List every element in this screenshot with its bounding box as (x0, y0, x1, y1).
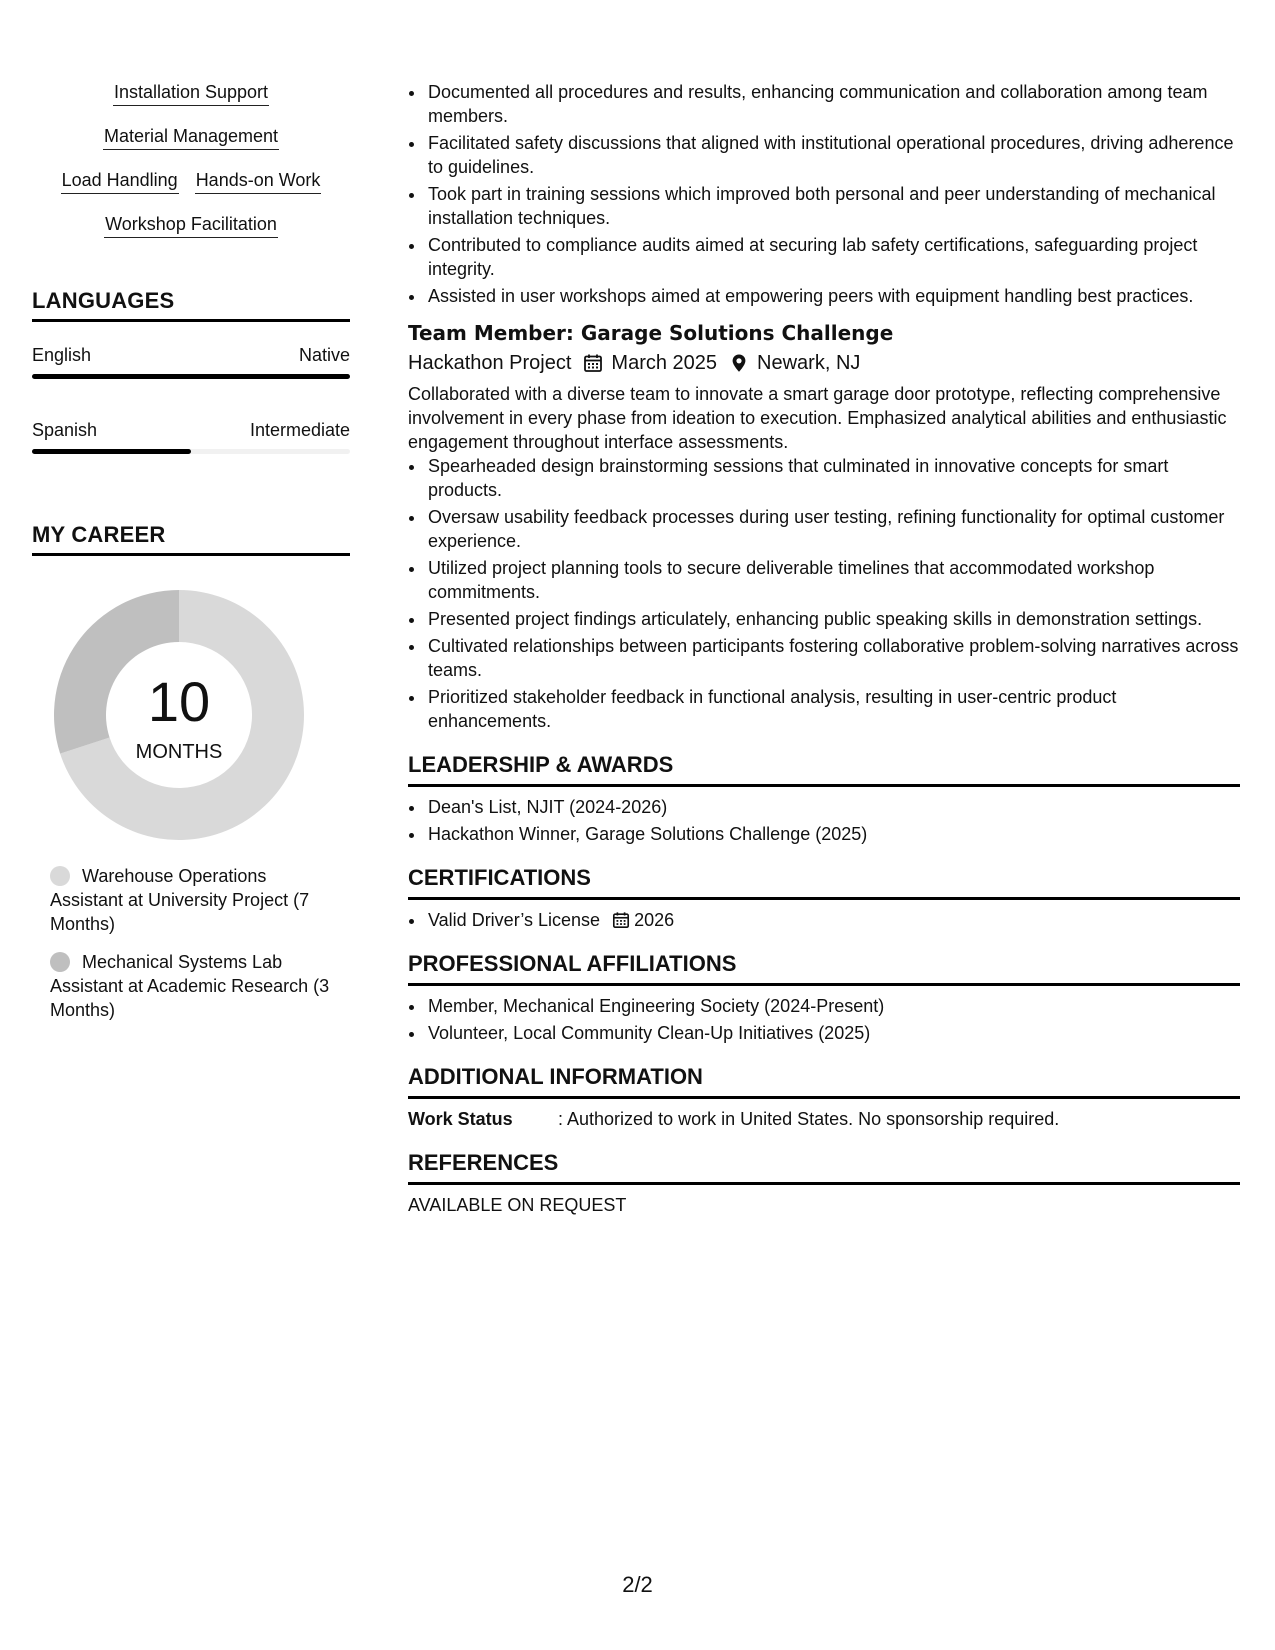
skill-row (32, 80, 350, 108)
language-name: Spanish (32, 420, 98, 440)
bullet-item: • Took part in training sessions which improved both personal and peer understanding of mechanical installation techniques. (426, 182, 1240, 230)
references-heading: REFERENCES (408, 1149, 1240, 1185)
language-name: English (32, 345, 92, 365)
leadership-list (408, 795, 1240, 846)
work-status-row (408, 1107, 1240, 1131)
bullet-item: • Documented all procedures and results, enhancing communication and collaboration among team members. (426, 80, 1240, 128)
language-proficiency-fill (32, 374, 350, 379)
certifications-heading: CERTIFICATIONS (408, 864, 1240, 900)
bullet-item: • Dean's List, NJIT (2024-2026) (426, 795, 1240, 819)
legend-dot-icon (50, 952, 70, 972)
career-heading: MY CAREER (32, 522, 350, 556)
work-status-value: : Authorized to work in United States. No sponsorship required. (558, 1109, 1060, 1129)
location-pin-icon (729, 353, 749, 373)
work-status-label: Work Status (408, 1109, 513, 1129)
language-proficiency-fill (32, 449, 191, 454)
page-number: 2/2 (622, 1572, 653, 1597)
skill-tag: Workshop Facilitation (104, 212, 278, 238)
career-total-value: 10 (147, 670, 211, 733)
affiliations-list (408, 994, 1240, 1045)
skills-list (32, 80, 350, 240)
references-text: AVAILABLE ON REQUEST (408, 1195, 627, 1215)
additional-info-heading: ADDITIONAL INFORMATION (408, 1063, 1240, 1099)
bullet-item: • Prioritized stakeholder feedback in functional analysis, resulting in user-centric product enhancements. (426, 685, 1240, 733)
skill-tag: Hands-on Work (195, 168, 322, 194)
career-legend-label: Warehouse Operations Assistant at University Project (7 Months) (50, 866, 310, 934)
bullet-item: • Facilitated safety discussions that aligned with institutional operational procedures, driving adherence to guidelines. (426, 131, 1240, 179)
career-legend-item (50, 864, 335, 936)
skill-tag: Installation Support (113, 80, 269, 106)
bullet-item: • Cultivated relationships between participants fostering collaborative problem-solving narratives across teams. (426, 634, 1240, 682)
language-item (32, 344, 350, 379)
experience-bullets (408, 454, 1240, 733)
certification-year: 2026 (634, 910, 675, 930)
certification-name: Valid Driver’s License (428, 910, 601, 930)
bullet-item: • Volunteer, Local Community Clean-Up Initiatives (2025) (426, 1021, 1240, 1045)
experience-bullets-previous (408, 80, 1240, 308)
bullet-item: • Assisted in user workshops aimed at empowering peers with equipment handling best practices. (426, 284, 1240, 308)
experience-location: Newark, NJ (757, 352, 861, 374)
skill-row (32, 212, 350, 240)
leadership-heading: LEADERSHIP & AWARDS (408, 751, 1240, 787)
bullet-item: • Spearheaded design brainstorming sessions that culminated in innovative concepts for smart products. (426, 454, 1240, 502)
experience-description: Collaborated with a diverse team to innovate a smart garage door prototype, reflecting comprehensive involvement in every phase from ideation to execution. Emphasized analytical abilities and enthusiastic engagement throughout interface assessments. (408, 384, 1227, 452)
skill-row (32, 168, 350, 196)
certification-item (426, 908, 1240, 932)
calendar-icon (612, 911, 630, 929)
language-item (32, 419, 350, 454)
affiliations-heading: PROFESSIONAL AFFILIATIONS (408, 950, 1240, 986)
right-column (408, 80, 1240, 1217)
legend-dot-icon (50, 866, 70, 886)
languages-heading: LANGUAGES (32, 288, 350, 322)
experience-entry-meta (408, 350, 1240, 376)
language-proficiency-bar (32, 449, 350, 454)
career-legend-item (50, 950, 335, 1022)
career-donut-chart (54, 590, 304, 840)
calendar-icon (583, 353, 603, 373)
career-total-unit: MONTHS (135, 741, 223, 763)
skill-row (32, 124, 350, 152)
certifications-list (408, 908, 1240, 932)
experience-date: March 2025 (611, 352, 718, 374)
career-legend (50, 864, 335, 1022)
skill-tag: Material Management (103, 124, 279, 150)
bullet-item: • Presented project findings articulately, enhancing public speaking skills in demonstration settings. (426, 607, 1240, 631)
bullet-item: • Oversaw usability feedback processes during user testing, refining functionality for optimal customer experience. (426, 505, 1240, 553)
left-column (32, 80, 350, 1036)
bullet-item: • Utilized project planning tools to secure deliverable timelines that accommodated workshop commitments. (426, 556, 1240, 604)
language-proficiency-bar (32, 374, 350, 379)
language-level: Intermediate (249, 420, 350, 440)
bullet-item: • Member, Mechanical Engineering Society (2024-Present) (426, 994, 1240, 1018)
experience-entry-title: Team Member: Garage Solutions Challenge (408, 321, 894, 345)
language-level: Native (298, 345, 350, 365)
bullet-item: • Contributed to compliance audits aimed at securing lab safety certifications, safeguarding project integrity. (426, 233, 1240, 281)
career-legend-label: Mechanical Systems Lab Assistant at Academic Research (3 Months) (50, 952, 330, 1020)
bullet-item: • Hackathon Winner, Garage Solutions Challenge (2025) (426, 822, 1240, 846)
experience-org: Hackathon Project (408, 352, 572, 374)
skill-tag: Load Handling (61, 168, 179, 194)
